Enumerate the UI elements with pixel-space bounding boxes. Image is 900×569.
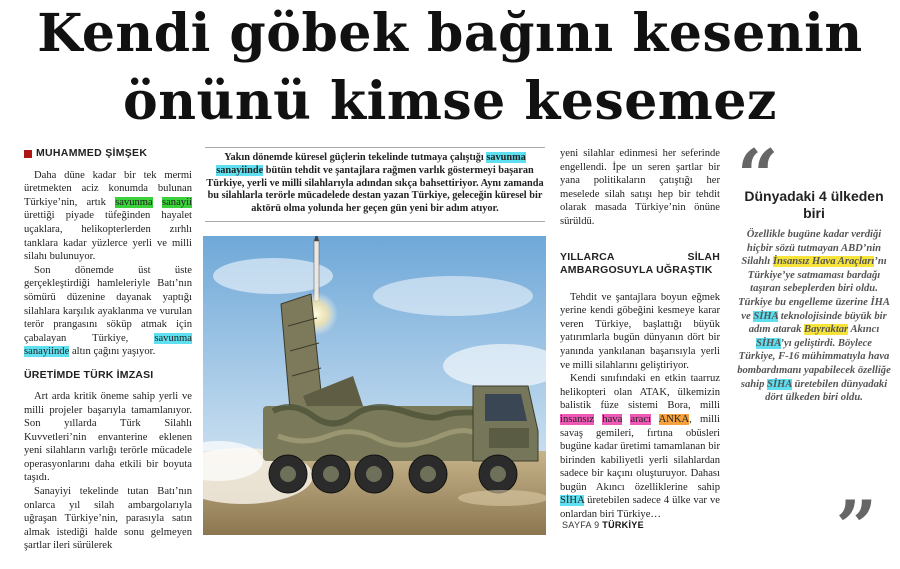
subhead-uretimde-turk-imzasi: ÜRETİMDE TÜRK İMZASI bbox=[24, 368, 154, 381]
highlight-savunma: savunma bbox=[115, 196, 153, 208]
page-number: SAYFA 9 bbox=[562, 520, 600, 530]
section-name: TÜRKİYE bbox=[602, 520, 644, 530]
article-column-1 bbox=[24, 147, 192, 553]
close-quote-icon: ” bbox=[835, 484, 877, 569]
sidebox-title: Dünyadaki 4 ülkeden biri bbox=[744, 188, 884, 221]
col1-paragraph-3: Art arda kritik öneme sahip yerli ve milli projeler başarıyla tamamlanıyor. Son yıllarda Türk Silahlı Kuvvetleri’nin envanterine eklenen yeni silahların varlığı terörle mücadele operasyonlarını daha etkili bir boyuta taşıdı. bbox=[24, 390, 192, 484]
subhead-yillarca-silah-ambargosuyla: YILLARCA SİLAH AMBARGOSUYLA UĞRAŞTIK bbox=[560, 250, 720, 276]
highlight-hava: hava bbox=[602, 413, 623, 425]
byline-author: MUHAMMED ŞİMŞEK bbox=[36, 147, 148, 159]
highlight-lead-savunma-sanayiinde: savunma sanayiinde bbox=[216, 152, 526, 176]
col3-paragraph-2: Tehdit ve şantajlara boyun eğmek yerine kendi göbeğini kesmeye karar veren Türkiye, başlattığı büyük yatırımlarla bugün dünyanın dört bir yanında yankılanan başarısıyla yerli ve milli silahlarını geliştiriyor. bbox=[560, 291, 720, 371]
highlight-sanayii: sanayii bbox=[161, 196, 192, 208]
open-quote-icon: “ bbox=[737, 133, 779, 218]
col3-paragraph-3: Kendi sınıfındaki en etkin taarruz helikopteri olan ATAK, ülkemizin balistik füze sistemi Bora, milli insansız hava aracı ANKA, milli savaş gemileri, fırtına obüsleri bugüne kadar üretimi tamamlanan bir birinden kabiliyetli yerli silahlardan sadece bir kaçını oluşturuyor. Dahası bugün Akıncı özelliklerine sahip SİHA üretebilen sadece 4 ülke var ve onlardan biri Türkiye… bbox=[560, 373, 720, 521]
highlight-anka: ANKA bbox=[658, 413, 690, 425]
lead-rule-top bbox=[205, 147, 545, 148]
missile-launcher-photo bbox=[203, 236, 546, 535]
lead-paragraph: Yakın dönemde küresel güçlerin tekelinde tutmaya çalıştığı savunma sanayiinde bütün tehdit ve şantajlara rağmen varlık göstermeyi başaran Türkiye, yerli ve milli silahlarıyla adından sıkça bahsettiriyor. Aynı zamanda bu silahlarla terörle mücadelede destan yazan Türkiye, geleceğin küresel bir aktörü olma yolunda her geçen gün yeni bir adım atıyor. bbox=[205, 152, 545, 216]
sidebox-body: Özellikle bugüne kadar verdiği hiçbir sözü tutmayan ABD’nin Silahlı İnsansız Hava Araçları’nı Türkiye’ye satmaması bardağı taşıran sebeplerden biri oldu. Türkiye bu engelleme üzerine İHA ve SİHA teknolojisinde büyük bir adım atarak Bayraktar Akıncı SİHA’yı geliştirdi. Böylece Türkiye, F-16 mühimmatıyla hava bombardımanı yapabilecek özelliğe sahip SİHA üretebilen dünyadaki dört ülkeden biri oldu. bbox=[737, 229, 891, 404]
lead-rule-bottom bbox=[205, 221, 545, 222]
missile-truck-illustration bbox=[203, 236, 546, 535]
headline-line-1: Kendi göbek bağını kesenin bbox=[37, 3, 863, 64]
highlight-insansiz-hava-araclari: İnsansız Hava Araçları bbox=[772, 256, 875, 268]
highlight-insansiz: insansız bbox=[560, 413, 595, 425]
col1-paragraph-4: Sanayiyi tekelinde tutan Batı’nın onlarca yıl silah ambargolarıyla uğraşan Türkiye’nin, parasıyla satın almak istediği halde sonu gelmeyen şartlar ileri sürülerek bbox=[24, 486, 192, 552]
highlight-siha-3: SİHA bbox=[767, 378, 792, 390]
highlight-siha: SİHA bbox=[560, 495, 585, 507]
page-footer bbox=[562, 520, 644, 530]
highlight-siha-1: SİHA bbox=[753, 310, 779, 322]
quote-sidebox bbox=[733, 133, 895, 569]
article-column-3 bbox=[560, 147, 720, 522]
byline-marker bbox=[24, 150, 32, 158]
byline bbox=[24, 147, 192, 161]
col1-paragraph-1: Daha düne kadar bir tek mermi üretmekten aciz konumda bulunan Türkiye’nin, artık savunma sanayii ürettiği piyade tüfeğinden hayalet uçaklara, helikopterlerden zırhlı tanklara kadar yüzlerce yerli ve milli silahı bulunuyor. bbox=[24, 169, 192, 263]
highlight-siha-2: SİHA bbox=[755, 337, 781, 349]
col3-paragraph-1: yeni silahlar edinmesi her seferinde engellendi. İpe un seren şartlar bir yana politikaların çatıştığı her meselede silah satışı hep bir tehdit olarak masada Türkiye’nin önüne sürüldü. bbox=[560, 148, 720, 227]
highlight-savunma-sanayiinde: savunma sanayiinde bbox=[24, 332, 192, 358]
highlight-bayraktar: Bayraktar bbox=[804, 324, 849, 336]
col1-paragraph-2: Son dönemde üst üste gerçekleştirdiği hamleleriyle Batı’nın sömürü düzenine dayanak yaptığı silahlara karşılık ayaklanma ve vurulan terör prangasını söküp atmak için çabalayan Türkiye, savunma sanayiinde altın çağını yaşıyor. bbox=[24, 264, 192, 358]
headline-line-2: önünü kimse kesemez bbox=[123, 71, 777, 132]
highlight-araci: aracı bbox=[630, 413, 651, 425]
